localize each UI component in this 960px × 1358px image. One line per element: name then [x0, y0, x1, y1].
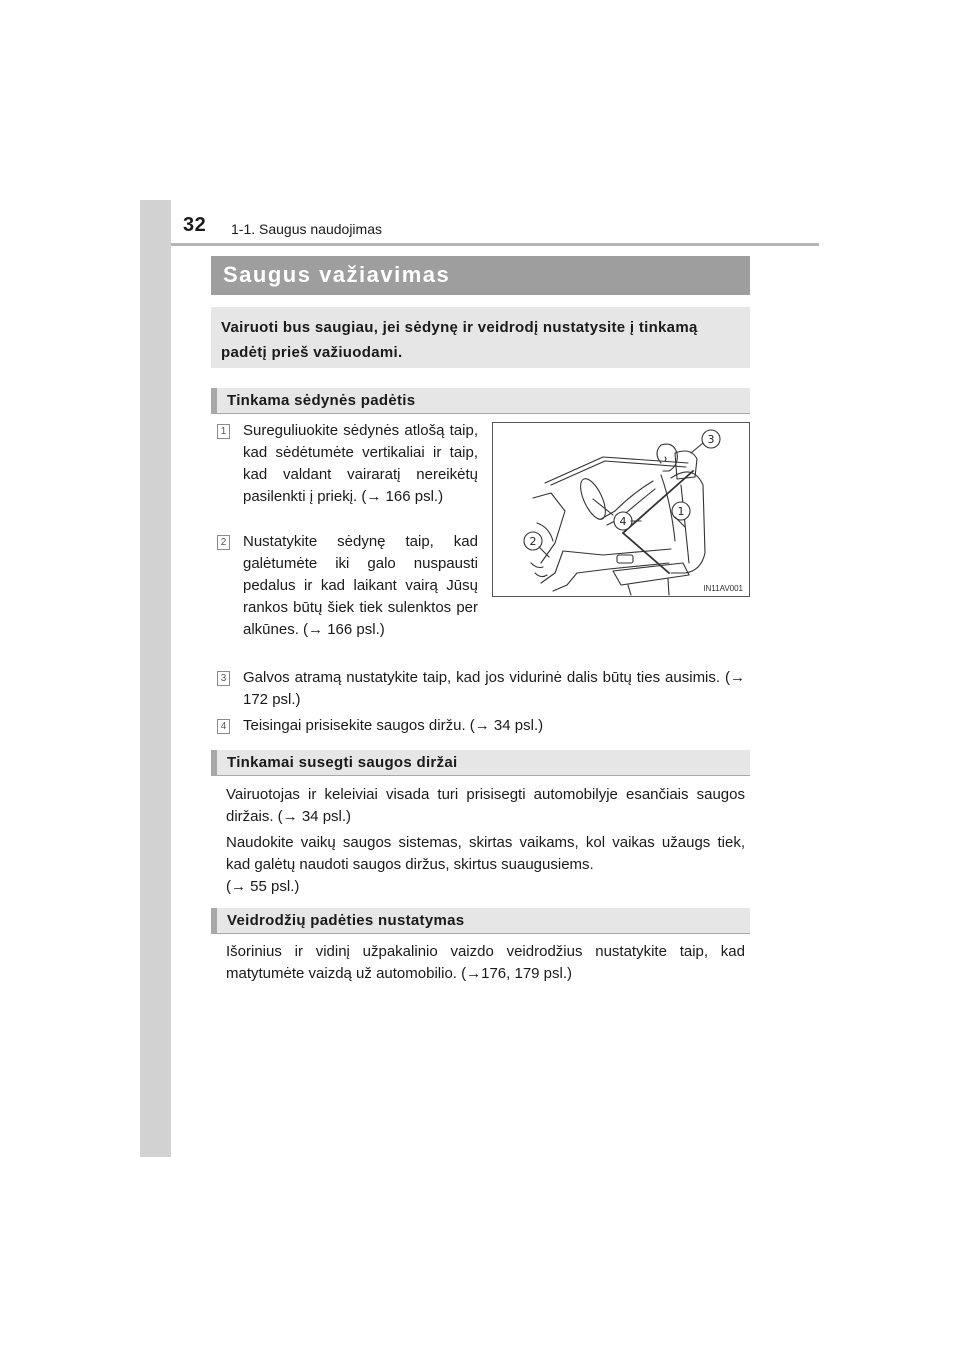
section-label: 1-1. Saugus naudojimas: [231, 221, 382, 237]
belt-paragraph-2: Naudokite vaikų saugos sistemas, skirtas vaikams, kol vaikas užaugs tiek, kad galėtų naudoti saugos diržus, skirtus suaugusiems. (→ 55 psl.): [226, 834, 745, 895]
callout-3: 3: [707, 433, 715, 446]
item-number-3: 3: [217, 671, 230, 686]
seat-position-illustration: [492, 422, 750, 597]
page-title: Saugus važiavimas: [211, 256, 750, 295]
item-number-4: 4: [217, 719, 230, 734]
item-text-3: Galvos atramą nustatykite taip, kad jos vidurinė dalis būtų ties ausimis. (→ 172 psl.): [243, 669, 745, 708]
item-number-2: 2: [217, 535, 230, 550]
mirror-paragraph: Išorinius ir vidinį užpakalinio vaizdo veidrodžius nustatykite taip, kad matytumėte vaizdą už automobilio. (→176, 179 psl.): [226, 943, 745, 982]
seat-position-heading: Tinkama sėdynės padėtis: [211, 388, 750, 414]
callout-2: 2: [529, 535, 537, 548]
page-number: 32: [183, 214, 207, 236]
item-text-4: Teisingai prisisekite saugos diržu. (→ 34 psl.): [243, 717, 544, 734]
seat-belt-heading: Tinkamai susegti saugos diržai: [211, 750, 750, 776]
figure-code: IN11AV001: [703, 584, 743, 593]
side-tab-bar: [140, 200, 171, 1157]
intro-summary: Vairuoti bus saugiau, jei sėdynę ir veidrodį nustatysite į tinkamą padėtį prieš važiuodami.: [211, 307, 750, 368]
callout-1: 1: [677, 505, 685, 518]
driver-seat-drawing: [493, 423, 749, 596]
belt-paragraph-1: Vairuotojas ir keleiviai visada turi prisisegti automobilyje esančiais saugos diržais. (→ 34 psl.): [226, 786, 745, 825]
callout-4: 4: [619, 515, 627, 528]
item-text-2: Nustatykite sėdynę taip, kad galėtumėte iki galo nuspausti pedalus ir kad laikant vairą Jūsų rankos būtų šiek tiek sulenktos per alkūnes. (→ 166 psl.): [243, 533, 478, 638]
mirror-heading: Veidrodžių padėties nustatymas: [211, 908, 750, 934]
item-number-1: 1: [217, 424, 230, 439]
header-divider: [171, 243, 819, 246]
item-text-1: Sureguliuokite sėdynės atlošą taip, kad sėdėtumėte vertikaliai ir taip, kad valdant vairaratį nereikėtų pasilenkti į priekį. (→ 166 psl.): [243, 422, 478, 505]
